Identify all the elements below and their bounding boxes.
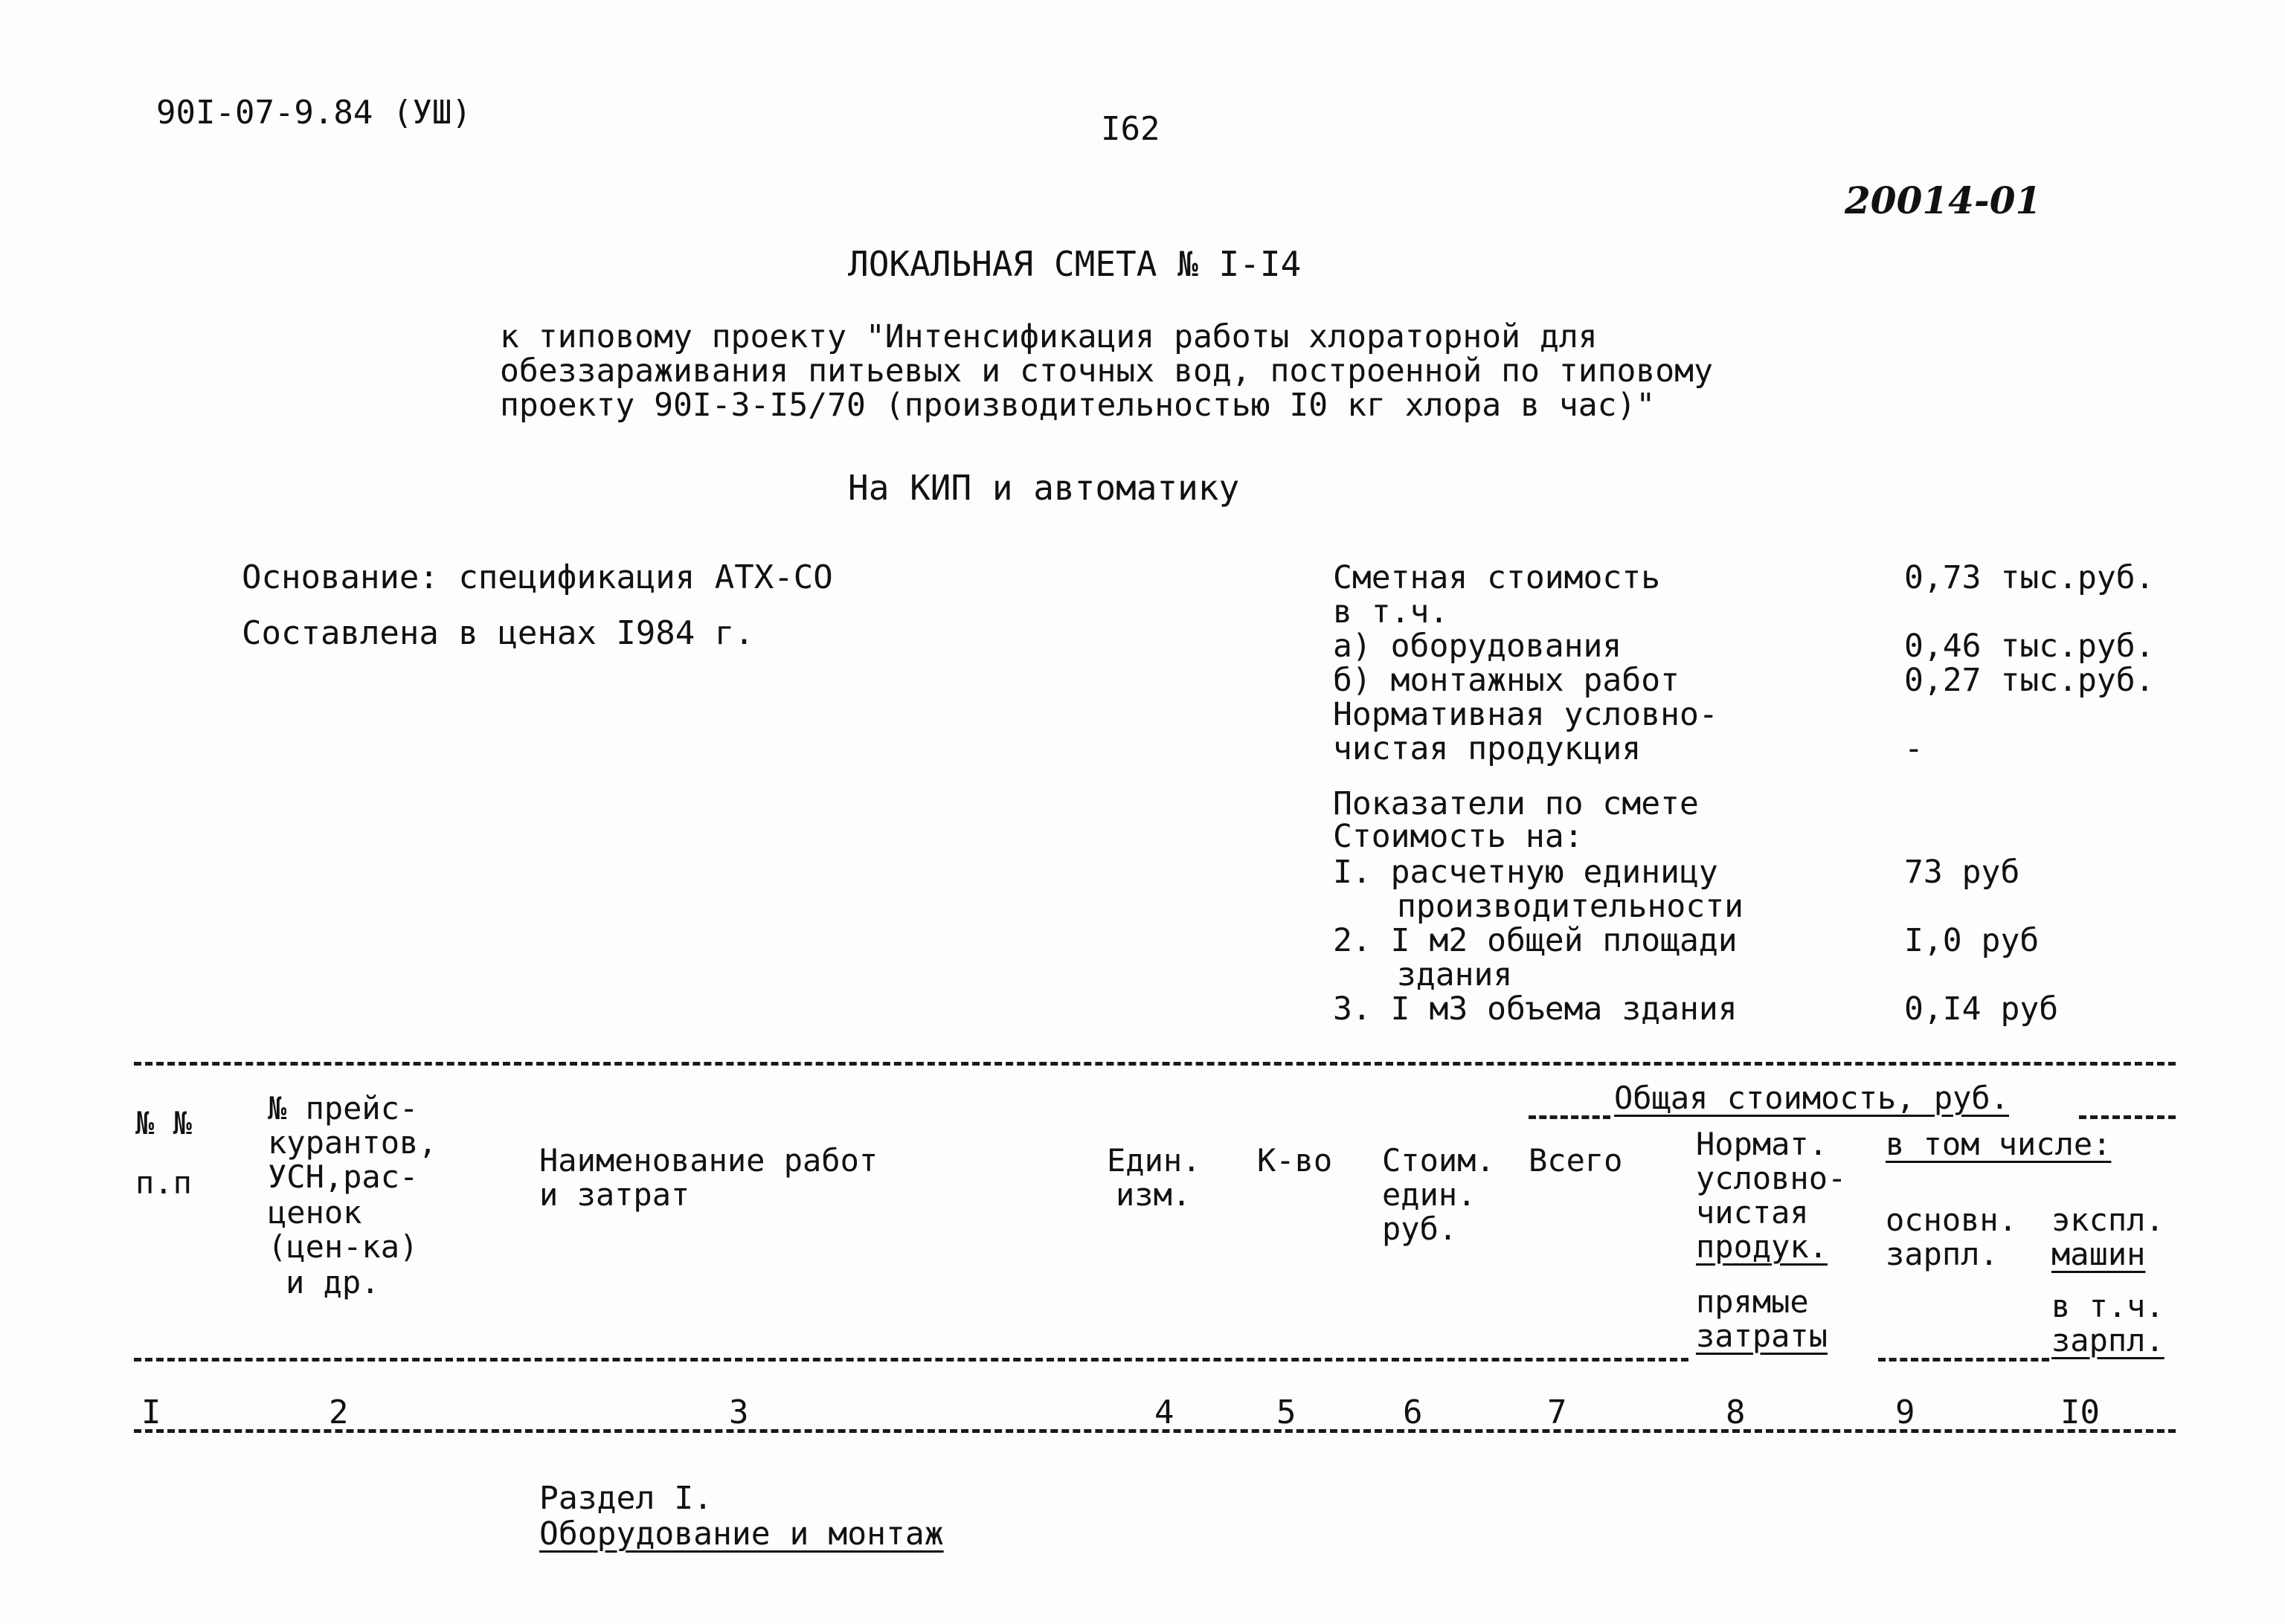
col4-header-1: Един.	[1107, 1142, 1201, 1179]
equipment-label: а) оборудования	[1333, 628, 1622, 665]
indicator-1-label: I. расчетную единицу	[1333, 854, 1718, 891]
col4-header-2: изм.	[1116, 1176, 1192, 1213]
table-top-rule	[134, 1062, 2176, 1066]
total-cost-rule-right	[2079, 1115, 2176, 1119]
page-number: I62	[1101, 110, 1160, 148]
normative-label-1: Нормативная условно-	[1333, 696, 1718, 733]
col-number-3: 3	[729, 1393, 749, 1431]
col2-header-6: и др.	[286, 1264, 380, 1301]
numbers-bottom-rule	[134, 1429, 2176, 1433]
col10-header-1: экспл.	[2051, 1202, 2165, 1238]
estimate-title: ЛОКАЛЬНАЯ СМЕТА № I-I4	[848, 244, 1302, 284]
header-bottom-rule-left	[134, 1358, 1688, 1362]
col-number-10: I0	[2060, 1393, 2100, 1431]
col10-header-4: зарпл.	[2051, 1322, 2165, 1359]
col6-header-1: Стоим.	[1382, 1142, 1495, 1179]
price-level-line: Составлена в ценах I984 г.	[242, 614, 754, 652]
col-number-4: 4	[1154, 1393, 1174, 1431]
col-number-8: 8	[1726, 1393, 1746, 1431]
col-number-6: 6	[1403, 1393, 1423, 1431]
normative-value: -	[1904, 730, 1924, 767]
col9-header-1: основн.	[1886, 1202, 2018, 1238]
indicator-1-value: 73 руб	[1904, 854, 2020, 891]
header-bottom-rule-mid	[1878, 1358, 2049, 1362]
col-number-7: 7	[1547, 1393, 1567, 1431]
col8-header-1: Нормат.	[1696, 1126, 1828, 1162]
inventory-number: 20014-01	[1845, 178, 2042, 222]
section-label: Раздел I.	[539, 1480, 713, 1517]
col2-header-2: курантов,	[268, 1124, 437, 1161]
section-title: Оборудование и монтаж	[539, 1515, 944, 1553]
estimated-cost-value: 0,73 тыс.руб.	[1904, 559, 2155, 596]
col2-header-4: ценок	[268, 1194, 362, 1231]
col10-header-3: в т.ч.	[2051, 1288, 2165, 1324]
basis-line: Основание: спецификация АТХ-СО	[242, 558, 833, 596]
col3-header-2: и затрат	[539, 1176, 690, 1213]
indicator-1-label-cont: производительности	[1397, 888, 1744, 925]
document-code: 90I-07-9.84 (УШ)	[156, 94, 472, 132]
equipment-value: 0,46 тыс.руб.	[1904, 628, 2155, 665]
indicator-3-label: 3. I м3 объема здания	[1333, 990, 1738, 1028]
col3-header-1: Наименование работ	[539, 1142, 878, 1179]
including-label: в т.ч.	[1333, 593, 1449, 631]
total-cost-rule-left	[1529, 1115, 1610, 1119]
incl-header: в том числе:	[1886, 1126, 2112, 1162]
col2-header-3: УСН,рас-	[268, 1159, 419, 1195]
col1-header-2: п.п	[135, 1164, 192, 1201]
installation-label: б) монтажных работ	[1333, 662, 1680, 699]
col-number-5: 5	[1276, 1393, 1296, 1431]
col8-header-3: чистая	[1696, 1194, 1809, 1231]
col8-header-6: затраты	[1696, 1318, 1828, 1354]
col-number-9: 9	[1895, 1393, 1915, 1431]
subtitle-line-1: к типовому проекту "Интенсификация работы хлораторной для	[500, 318, 1598, 355]
col8-header-2: условно-	[1696, 1160, 1847, 1196]
col6-header-3: руб.	[1382, 1211, 1458, 1247]
total-cost-header: Общая стоимость, руб.	[1614, 1080, 2010, 1116]
installation-value: 0,27 тыс.руб.	[1904, 662, 2155, 699]
col6-header-2: един.	[1382, 1176, 1476, 1213]
col8-header-5: прямые	[1696, 1283, 1809, 1320]
indicator-2-label-cont: здания	[1397, 956, 1513, 993]
estimate-section: На КИП и автоматику	[848, 468, 1240, 508]
col2-header-5: (цен-ка)	[268, 1228, 419, 1265]
col2-header-1: № прейс-	[268, 1090, 419, 1127]
subtitle-line-2: обеззараживания питьевых и сточных вод, построенной по типовому	[500, 352, 1713, 390]
estimated-cost-label: Сметная стоимость	[1333, 559, 1661, 596]
col8-header-4: продук.	[1696, 1228, 1828, 1265]
col7-header: Всего	[1529, 1142, 1623, 1179]
indicators-title: Показатели по смете	[1333, 785, 1699, 822]
normative-label-2: чистая продукция	[1333, 730, 1642, 767]
subtitle-line-3: проекту 90I-3-I5/70 (производительностью I0 кг хлора в час)"	[500, 387, 1656, 424]
col10-header-2: машин	[2051, 1236, 2146, 1272]
col1-header-1: № №	[135, 1105, 192, 1141]
col-number-2: 2	[329, 1393, 349, 1431]
indicator-3-value: 0,I4 руб	[1904, 990, 2059, 1028]
col-number-1: I	[141, 1393, 161, 1431]
indicator-2-label: 2. I м2 общей площади	[1333, 922, 1738, 959]
col9-header-2: зарпл.	[1886, 1236, 1999, 1272]
indicator-2-value: I,0 руб	[1904, 922, 2040, 959]
cost-for-label: Стоимость на:	[1333, 818, 1584, 855]
col5-header: К-во	[1257, 1142, 1333, 1179]
